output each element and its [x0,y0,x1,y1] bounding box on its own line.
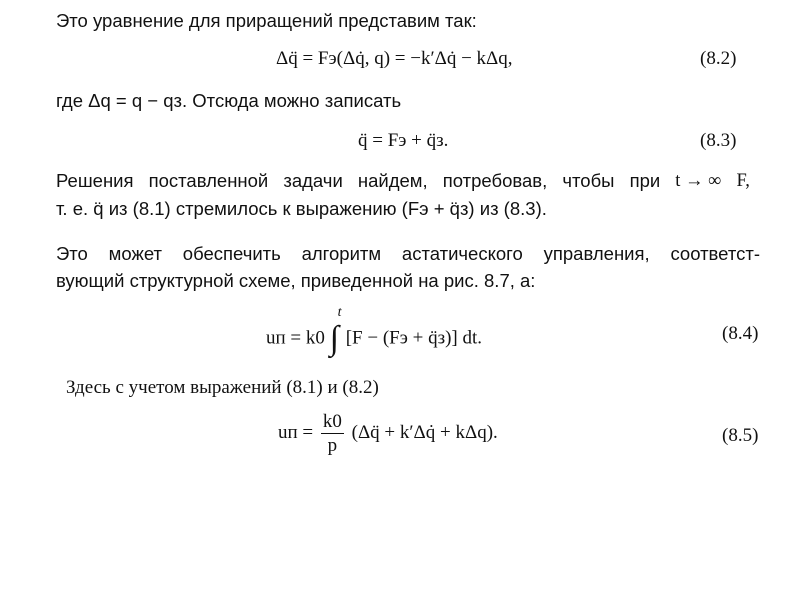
word: потребовав, [442,170,548,191]
equation-8-2: Δq̈ = Fэ(Δq̇, q) = −k′Δq̇ − kΔq, [276,48,513,69]
equation-number-8-5: (8.5) [722,425,759,446]
equation-8-5 [278,412,498,455]
word: управления, [543,243,650,264]
word: обеспечить [182,243,281,264]
equation-8-5-left: uп = [278,421,314,443]
paragraph-algorithm-line-2: вующий структурной схеме, приведенной на рис. 8.7, а: [56,270,536,291]
word: Решения [56,170,134,191]
equation-number-8-4: (8.4) [722,323,759,344]
math-f: F, [736,171,750,191]
fraction [321,412,344,455]
paragraph-intro: Это уравнение для приращений представим так: [56,10,477,31]
word: алгоритм [301,243,382,264]
equation-number-8-2: (8.2) [700,48,737,69]
paragraph-algorithm-line-1 [56,245,760,264]
word: астатического [401,243,523,264]
fraction-numerator: k0 [322,411,342,432]
integral-upper-limit: t [337,305,342,320]
equation-number-8-3: (8.3) [700,130,737,151]
word: найдем, [357,170,428,191]
integral-sign: ∫ t [329,305,342,357]
word: соответст- [670,243,760,264]
paragraph-solutions-line-1 [56,172,750,191]
math-limit: t → ∞ [675,171,722,191]
word: может [108,243,162,264]
equation-8-3: q̈ = Fэ + q̈з. [358,130,449,151]
equation-8-4-integrand: [F − (Fэ + q̈з)] dt. [345,327,483,349]
word: поставленной [148,170,269,191]
paragraph-solutions-line-2: т. е. q̈ из (8.1) стремилось к выражению (Fэ + q̈з) из (8.3). [56,198,547,219]
word: чтобы [562,170,615,191]
word: задачи [283,170,343,191]
word: Это [56,243,88,264]
word: при [629,170,661,191]
paragraph-where: где Δq = q − qз. Отсюда можно записать [56,90,402,111]
equation-8-5-right: (Δq̈ + k′Δq̇ + kΔq). [351,421,498,443]
equation-8-4 [266,305,483,357]
fraction-denominator: p [327,435,338,456]
paragraph-here: Здесь с учетом выражений (8.1) и (8.2) [66,377,379,398]
equation-8-4-left: uп = k0 [266,327,325,349]
